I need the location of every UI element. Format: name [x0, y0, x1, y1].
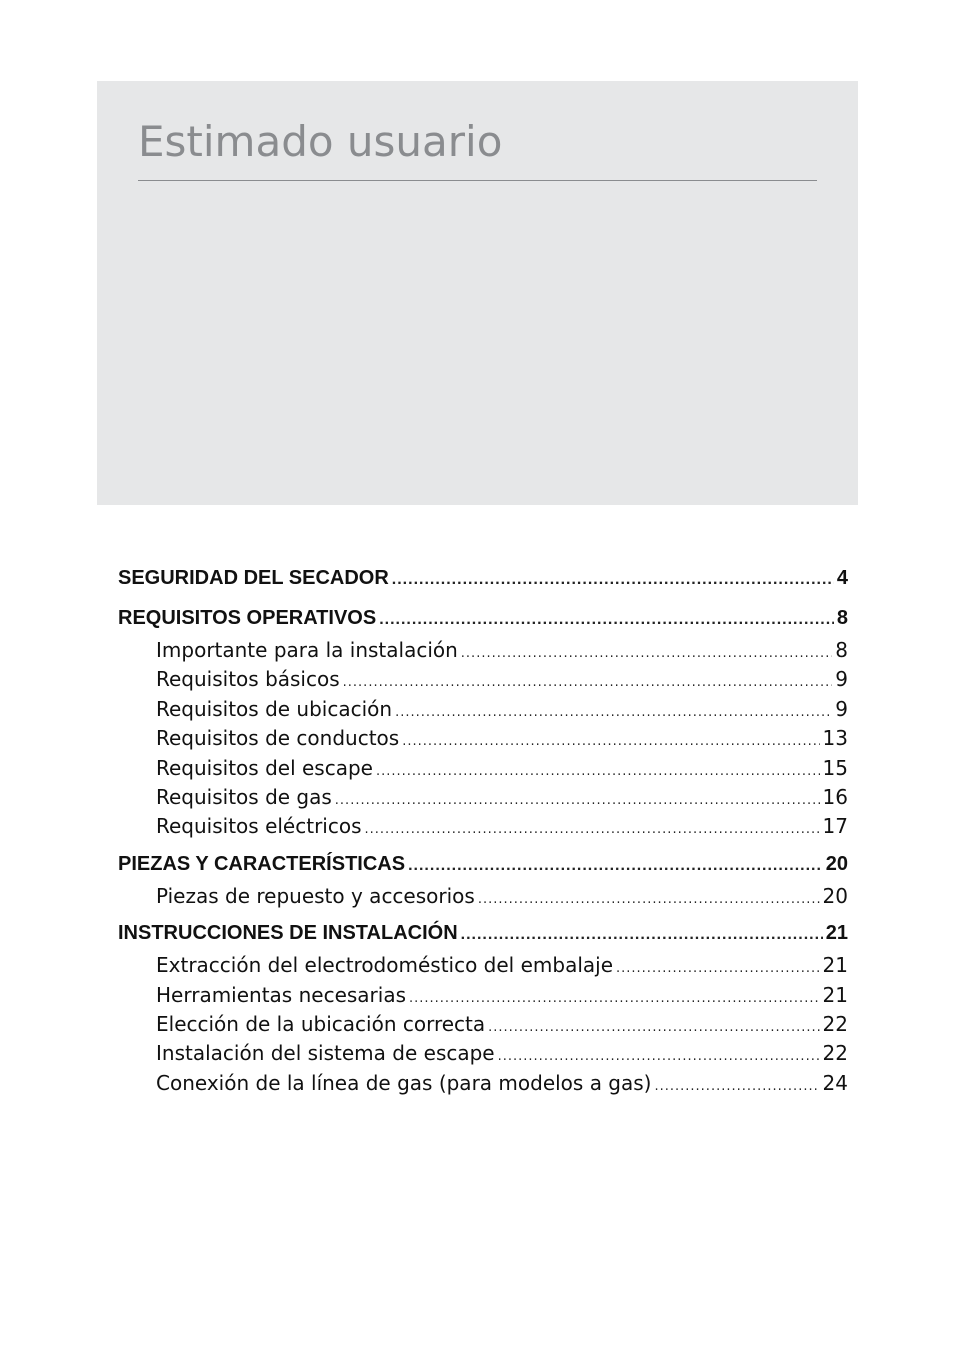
toc-page-number: 22	[822, 1011, 848, 1036]
toc-leader-dots	[392, 562, 834, 596]
toc-leader-dots	[478, 885, 820, 911]
toc-page-number: 9	[835, 696, 848, 721]
toc-item-label: Requisitos básicos	[156, 667, 340, 692]
toc-leader-dots	[488, 1013, 819, 1039]
toc-item-label: Elección de la ubicación correcta	[156, 1011, 486, 1036]
toc-leader-dots	[376, 757, 820, 783]
toc-page-number: 17	[822, 814, 848, 839]
toc-item[interactable]	[118, 695, 848, 724]
greeting-panel	[97, 81, 858, 505]
toc-leader-dots	[616, 954, 820, 980]
toc-item-label: Requisitos de conductos	[156, 726, 400, 751]
toc-item[interactable]	[118, 665, 848, 694]
toc-leader-dots	[408, 848, 823, 882]
toc-leader-dots	[461, 917, 823, 951]
toc-item[interactable]	[118, 754, 848, 783]
toc-leader-dots	[498, 1042, 820, 1068]
toc-section-instrucciones[interactable]	[118, 915, 848, 951]
toc-section-requisitos[interactable]	[118, 600, 848, 636]
toc-section-title: SEGURIDAD DEL SECADOR	[118, 567, 389, 589]
toc-page-number: 20	[825, 852, 848, 875]
toc-leader-dots	[335, 786, 820, 812]
toc-item-label: Piezas de repuesto y accesorios	[156, 883, 475, 908]
toc-item-label: Requisitos del escape	[156, 755, 373, 780]
toc-leader-dots	[402, 727, 819, 753]
toc-page-number: 9	[835, 667, 848, 692]
toc-leader-dots	[343, 668, 833, 694]
toc-item[interactable]	[118, 981, 848, 1010]
toc-page-number: 20	[822, 883, 848, 908]
toc-item-label: Herramientas necesarias	[156, 982, 406, 1007]
table-of-contents	[118, 560, 848, 1098]
toc-leader-dots	[379, 602, 834, 636]
toc-item-label: Instalación del sistema de escape	[156, 1041, 495, 1066]
toc-item-label: Extracción del electrodoméstico del embalaje	[156, 953, 614, 978]
toc-item-label: Importante para la instalación	[156, 638, 458, 662]
toc-page-number: 8	[835, 638, 848, 662]
toc-section-piezas[interactable]	[118, 846, 848, 882]
toc-item-label: Conexión de la línea de gas (para modelos a gas)	[156, 1070, 652, 1095]
toc-item[interactable]	[118, 812, 848, 841]
toc-item[interactable]	[118, 951, 848, 980]
toc-page-number: 8	[836, 607, 848, 629]
toc-section-seguridad[interactable]	[118, 560, 848, 596]
toc-page-number: 21	[822, 953, 848, 978]
toc-item-label: Requisitos de ubicación	[156, 696, 393, 721]
toc-page-number: 16	[822, 784, 848, 809]
toc-leader-dots	[365, 815, 820, 841]
toc-section-title: PIEZAS Y CARACTERÍSTICAS	[118, 852, 406, 875]
toc-item[interactable]	[118, 1010, 848, 1039]
toc-leader-dots	[461, 639, 832, 665]
toc-item[interactable]	[118, 636, 848, 665]
toc-item-label: Requisitos eléctricos	[156, 814, 362, 839]
toc-page-number: 15	[822, 755, 848, 780]
toc-item[interactable]	[118, 882, 848, 911]
toc-item[interactable]	[118, 1069, 848, 1098]
toc-page-number: 24	[822, 1070, 848, 1095]
toc-page-number: 4	[836, 567, 848, 589]
toc-section-title: REQUISITOS OPERATIVOS	[118, 607, 377, 629]
title-divider	[138, 180, 817, 181]
toc-leader-dots	[395, 698, 832, 724]
toc-page-number: 21	[822, 982, 848, 1007]
toc-leader-dots	[409, 984, 820, 1010]
toc-item[interactable]	[118, 783, 848, 812]
toc-item-label: Requisitos de gas	[156, 784, 332, 809]
toc-leader-dots	[654, 1072, 819, 1098]
toc-page-number: 22	[822, 1041, 848, 1066]
page-title: Estimado usuario	[138, 117, 503, 166]
toc-item[interactable]	[118, 1039, 848, 1068]
toc-page-number: 13	[822, 726, 848, 751]
toc-item[interactable]	[118, 724, 848, 753]
toc-section-title: INSTRUCCIONES DE INSTALACIÓN	[118, 922, 458, 945]
toc-page-number: 21	[825, 922, 848, 945]
